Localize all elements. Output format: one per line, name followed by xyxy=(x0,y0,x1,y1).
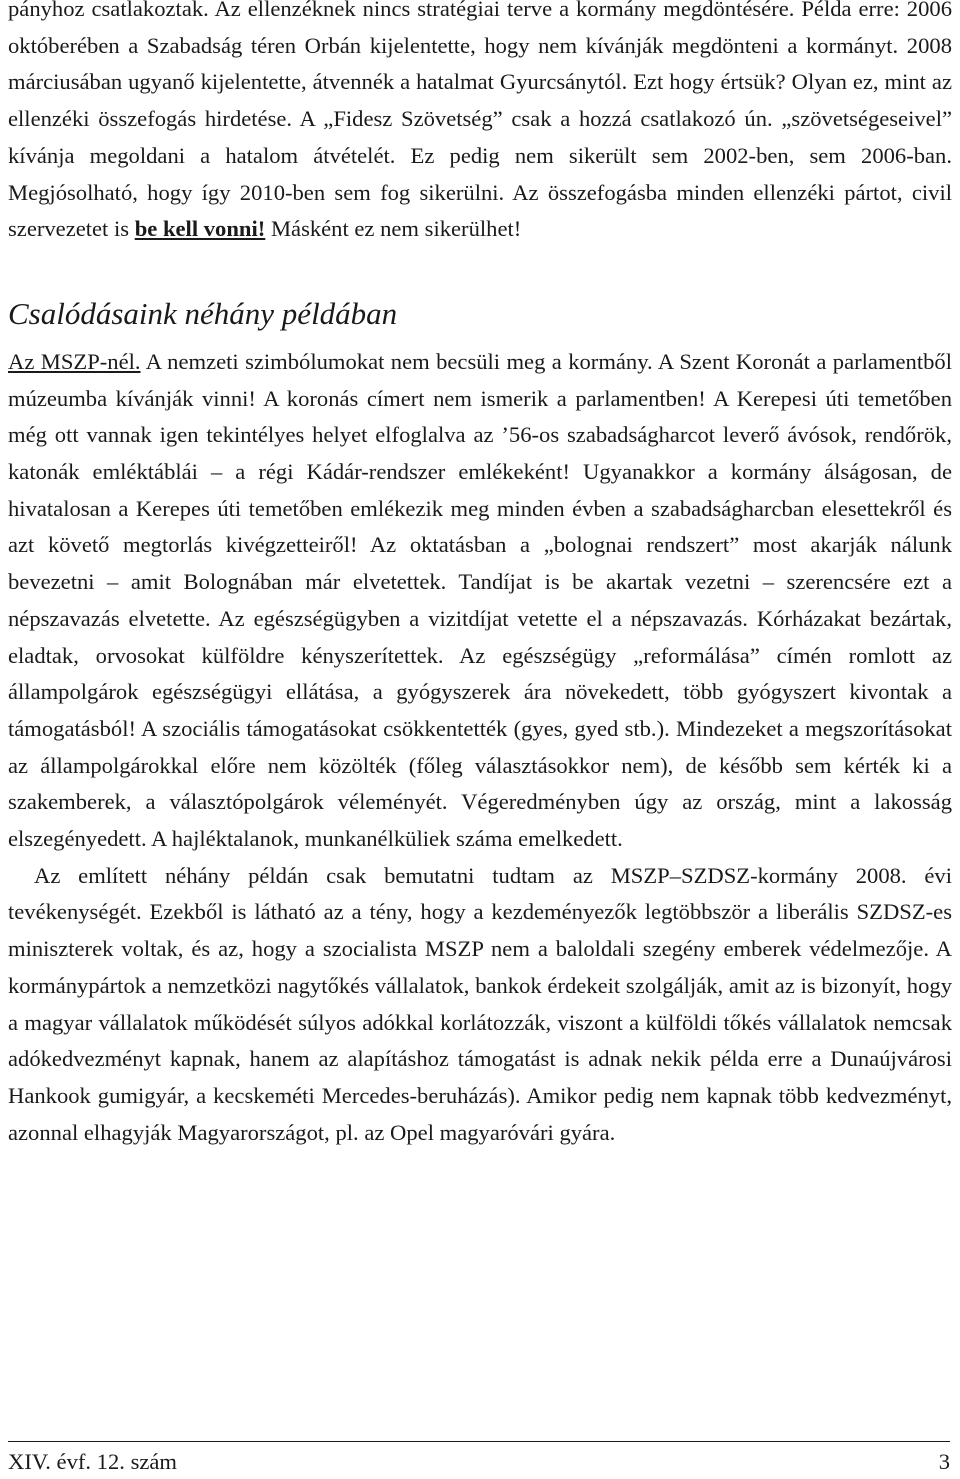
section-paragraph-2: Az említett néhány példán csak bemutatni tudtam az MSZP–SZDSZ-kormány 2008. évi tevékenységét. Ezekből is látható az a tény, hogy a kezdeményezők legtöbbször a liberális SZDSZ-es miniszterek voltak, és az, hogy a szocialista MSZP nem a baloldali szegény emberek védelmezője. A kormánypártok a nemzetközi nagytőkés vállalatok, bankok érdekeit szolgálják, amit az is bizonyít, hogy a magyar vállalatok működését súlyos adókkal korlátozzák, viszont a külföldi tőkés vállalatok nemcsak adókedvezményt kapnak, hanem az alapításhoz támogatást is adnak nekik példa erre a Dunaújvárosi Hankook gumigyár, a kecskeméti Mercedes-beruházás). Amikor pedig nem kapnak több kedvezményt, azonnal elhagyják Magyarországot, pl. az Opel magyaróvári gyára. xyxy=(8,862,952,1145)
section-lead-label: Az MSZP-nél. xyxy=(8,348,141,374)
intro-paragraph xyxy=(8,0,952,248)
intro-text-end: Másként ez nem sikerülhet! xyxy=(265,216,522,242)
page-number: 3 xyxy=(938,1449,950,1474)
section-heading: Csalódásaink néhány példában xyxy=(8,295,398,331)
section-paragraph-1-text: A nemzeti szimbólumokat nem becsüli meg a kormány. A Szent Koronát a parlamentből múzeumba kívánják vinni! A koronás címert nem ismerik a parlamentben! A Kerepesi úti temetőben még ott vannak igen tekintélyes helyet elfoglalva az ’56-os szabadságharcot leverő ávósok, rendőrök, katonák emléktáblái – a régi Kádár-rendszer emlékeként! Ugyanakkor a kormány álságosan, de hivatalosan a Kerepes úti temetőben emlékezik meg minden évben a szabadságharcban elesettekről és azt követő megtorlás kivégzetteiről! Az oktatásban a „bolognai rendszert” most akarják nálunk bevezetni – amit Bolognában már elvetettek. Tandíjat is be akartak vezetni – szerencsére ezt a népszavazás elvetette. Az egészségügyben a vizitdíjat vetette el a népszavazás. Kórházakat bezártak, eladtak, orvosokat külföldre kényszerítettek. Az egészségügy „reformálása” címén romlott az állampolgárok egészségügyi ellátása, a gyógyszerek ára növekedett, több gyógyszert kivontak a támogatásból! A szociális támogatásokat csökkentették (gyes, gyed stb.). Mindezeket a megszorításokat az állampolgárokkal előre nem közölték (főleg választásokkor nem), de később sem kérték ki a szakemberek, a választópolgárok véleményét. Végeredményben úgy az ország, mint a lakosság elszegényedett. A hajléktalanok, munkanélküliek száma emelkedett. xyxy=(8,348,952,852)
intro-text: pányhoz csatlakoztak. Az ellenzéknek nincs stratégiai terve a kormány megdöntésére. Példa erre: 2006 októberében a Szabadság téren Orbán kijelentette, hogy nem kívánják megdönteni a kormányt. 2008 márciusában ugyanő kijelentette, átvennék a hatalmat Gyurcsánytól. Ezt hogy értsük? Olyan ez, mint az ellenzéki összefogás hirdetése. A „Fidesz Szövetség” csak a hozzá csatlakozó ún. „szövetségeseivel” kívánja megoldani a hatalom átvételét. Ez pedig nem sikerült sem 2002-ben, sem 2006-ban. Megjósolható, hogy így 2010-ben sem fog sikerülni. Az összefogásba minden ellenzéki pártot, civil szervezetet is xyxy=(8,0,952,242)
issue-label: XIV. évf. 12. szám xyxy=(8,1449,177,1474)
page-footer xyxy=(8,1441,950,1477)
emphasis-text: be kell vonni! xyxy=(134,216,266,242)
document-page xyxy=(8,0,952,1151)
section-paragraph-1 xyxy=(8,344,952,858)
